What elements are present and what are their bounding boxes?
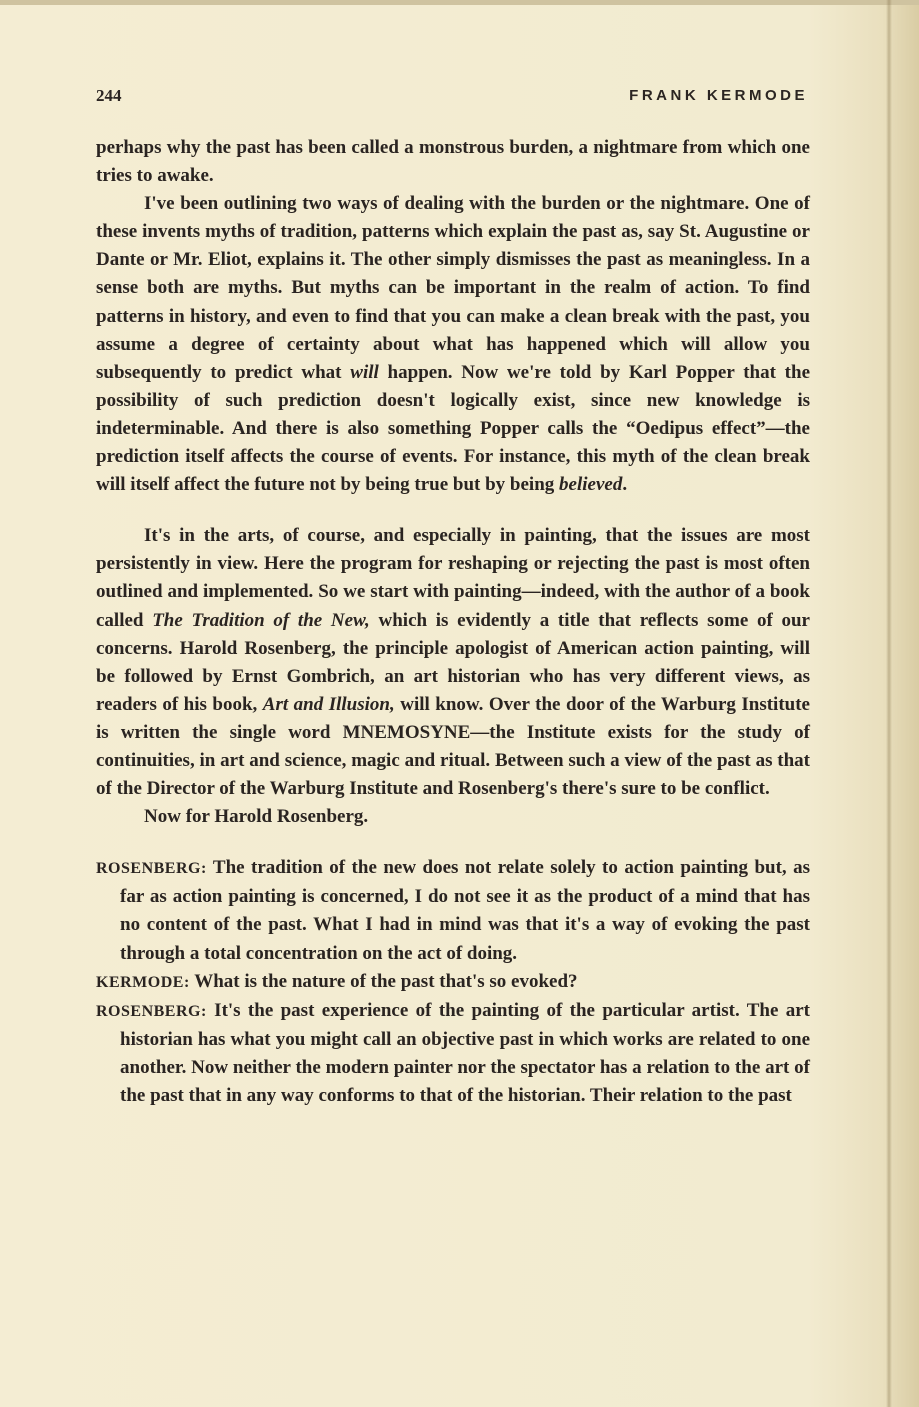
speaker-label: ROSENBERG:	[96, 1002, 207, 1020]
binding-shadow	[886, 0, 892, 1407]
running-head: FRANK KERMODE	[629, 87, 808, 104]
paragraph-3-text-c: will know. Over the door of the Warburg Institute is written the single word MNEMOSYNE—the Institute exists for the study of continuities, in art and science, magic and ritual. Between such a view of the past as that of the Director of the Warburg Institute and Rosenberg's there's sure to be conflict.	[96, 693, 810, 800]
paragraph-2	[96, 190, 810, 499]
paragraph-4: Now for Harold Rosenberg.	[144, 806, 369, 828]
dialogue-text: What is the nature of the past that's so evoked?	[194, 970, 578, 992]
page-header	[96, 86, 808, 112]
page-number: 244	[96, 86, 122, 105]
paragraph-2-text-b: happen. Now we're told by Karl Popper that the possibility of such prediction doesn't logically exist, since new knowledge is indeterminable. And there is also something Popper calls the “Oedipus effect”—the prediction itself affects the course of events. For instance, this myth of the clean break will itself affect the future not by being true but by being	[96, 361, 811, 496]
dialogue-entry	[96, 968, 810, 997]
paragraph-3-text-a: It's in the arts, of course, and especially in painting, that the issues are most persistently in view. Here the program for reshaping or rejecting the past is most often outlined and implemented. So we start with painting—indeed, with the author of a book called	[96, 525, 810, 631]
paragraph-3	[96, 522, 810, 803]
paragraph-2-emphasis-believed: believed	[559, 474, 623, 496]
book-title-tradition-of-the-new: The Tradition of the New,	[152, 609, 370, 631]
book-title-art-and-illusion: Art and Illusion,	[262, 693, 395, 715]
speaker-label: ROSENBERG:	[96, 860, 207, 878]
paragraph-3-text-b: which is evidently a title that reflects some of our concerns. Harold Rosenberg, the principle apologist of American action painting, will be followed by Ernst Gombrich, an art historian who has very different views, as readers of his book,	[96, 609, 810, 715]
paragraph-2-emphasis-will: will	[350, 361, 379, 383]
page-top-edge	[0, 0, 919, 5]
page-body	[96, 134, 810, 1110]
dialogue-entry	[96, 854, 810, 967]
paragraph-1: perhaps why the past has been called a monstrous burden, a nightmare from which one tries to awake.	[96, 137, 810, 187]
speaker-label: KERMODE:	[96, 973, 190, 991]
dialogue-entry	[96, 997, 810, 1110]
dialogue-text: The tradition of the new does not relate solely to action painting but, as far as action painting is concerned, I do not see it as the product of a mind that has no content of the past. What I had in mind was that it's a way of evoking the past through a total concentration on the act of doing.	[120, 857, 810, 964]
dialogue-text: It's the past experience of the painting of the particular artist. The art historian has what you might call an objective past in which works are related to one another. Now neither the modern painter nor the spectator has a relation to the art of the past that in any way conforms to that of the historian. Their relation to the past	[120, 999, 811, 1106]
paragraph-2-text-c: .	[622, 474, 628, 496]
paragraph-2-text-a: I've been outlining two ways of dealing with the burden or the nightmare. One of these invents myths of tradition, patterns which explain the past as, say St. Augustine or Dante or Mr. Eliot, explains it. The other simply dismisses the past as meaningless. In a sense both are myths. But myths can be important in the realm of action. To find patterns in history, and even to find that you can make a clean break with the past, you assume a degree of certainty about what has happened which will allow you subsequently to predict what	[96, 193, 810, 383]
